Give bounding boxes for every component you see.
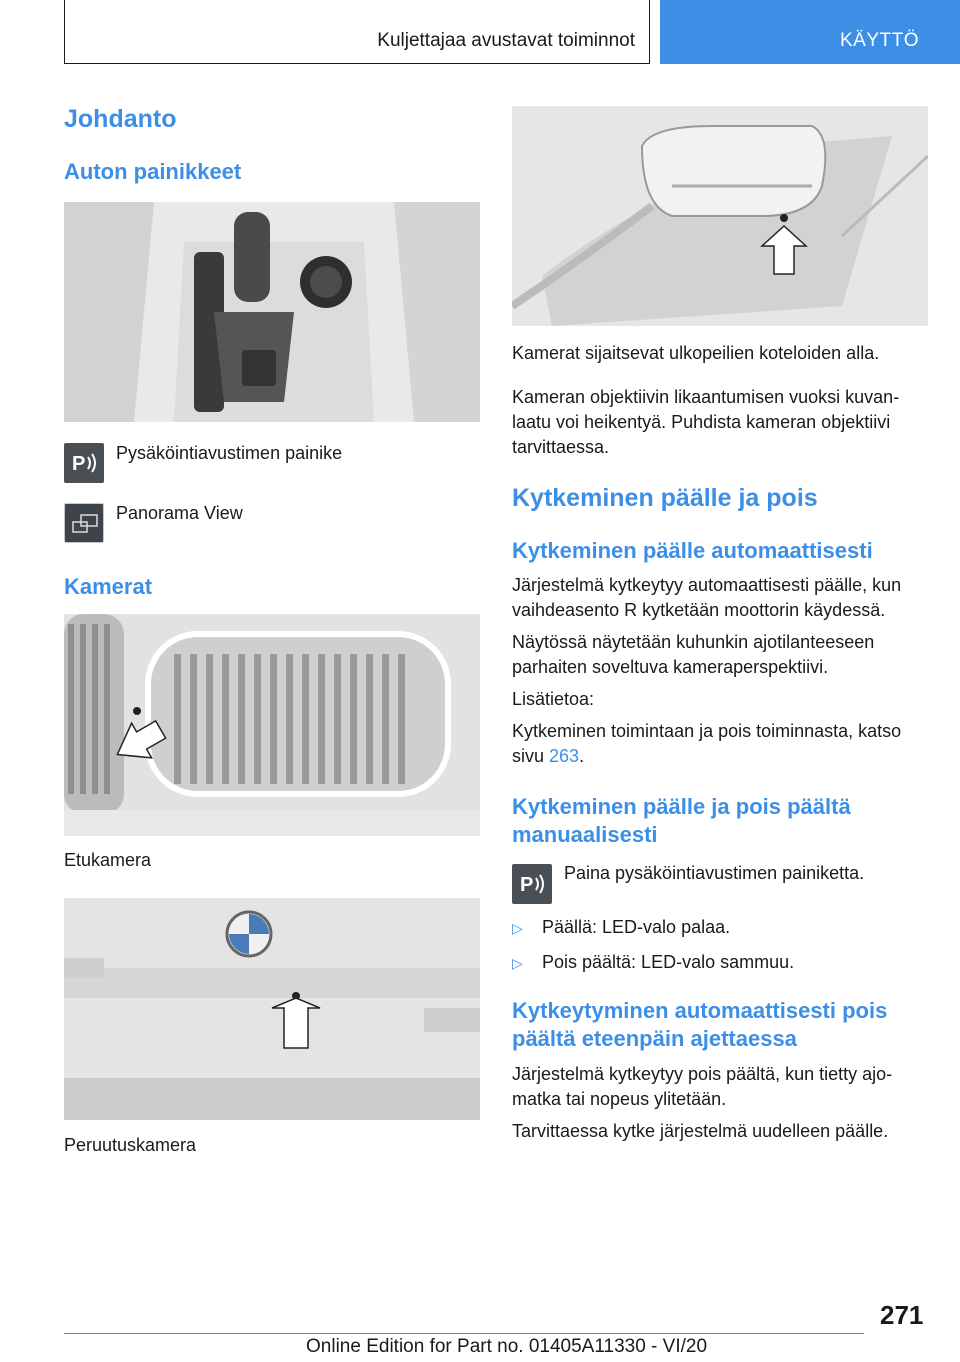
caption-mirror-camera: Kamerat sijaitsevat ulkopeilien koteloiden alla. — [512, 343, 880, 363]
parking-assist-icon — [64, 443, 104, 483]
bullet-triangle-icon: ▷ — [512, 920, 523, 936]
para-reference-end: . — [579, 746, 585, 766]
page-number: 271 — [880, 1300, 924, 1330]
bullet-led-on-text: Päällä: LED-valo palaa. — [542, 917, 731, 937]
para-reference-text: Kytkeminen toimintaan ja pois toiminnasta, katso sivu — [512, 721, 902, 766]
para-lens-dirt: Kameran objektiivin likaantumisen vuoksi kuvanlaatu voi heikentyä. Puhdista kameran objektiivi tarvittaessa. — [512, 387, 900, 457]
header-section-title: Kuljettajaa avustavat toiminnot — [377, 30, 635, 51]
header-chapter-title: KÄYTTÖ — [840, 30, 920, 51]
front-camera-photo — [64, 614, 480, 836]
parking-assist-icon — [512, 864, 552, 904]
heading-intro: Johdanto — [64, 105, 177, 133]
footer-edition: Online Edition for Part no. 01405A11330 - VI/20 — [306, 1336, 708, 1357]
mirror-camera-photo — [512, 106, 928, 326]
icon-label-parking: Pysäköintiavustimen painike — [116, 443, 343, 463]
heading-car-buttons: Auton painikkeet — [64, 159, 242, 184]
caption-front-camera: Etukamera — [64, 850, 152, 870]
header-section-box — [64, 0, 650, 64]
header-chapter-tab — [660, 0, 960, 64]
svg-text:P: P — [520, 874, 534, 896]
caption-rear-camera: Peruutuskamera — [64, 1135, 197, 1155]
console-photo — [64, 202, 480, 422]
heading-manual-on-off: Kytkeminen päälle ja pois päältä manuaalisesti — [512, 794, 851, 847]
para-press-button: Paina pysäköintiavustimen painiketta. — [564, 863, 865, 883]
para-display-perspective: Näytössä näytetään kuhunkin ajotilanteeseen parhaiten soveltuva kameraperspektiivi. — [512, 632, 875, 677]
heading-cameras: Kamerat — [64, 574, 153, 599]
bullet-triangle-icon: ▷ — [512, 955, 523, 971]
page-reference-link[interactable]: 263 — [549, 746, 580, 766]
para-more-info: Lisätietoa: — [512, 689, 595, 709]
heading-auto-off: Kytkeytyminen automaattisesti pois päältä eteenpäin ajettaessa — [512, 998, 888, 1051]
para-switch-again: Tarvittaessa kytke järjestelmä uudelleen päälle. — [512, 1121, 889, 1141]
footer-divider — [64, 1333, 864, 1334]
heading-on-off: Kytkeminen päälle ja pois — [512, 484, 818, 512]
panorama-view-icon — [64, 503, 104, 543]
para-reference — [512, 719, 930, 769]
rear-camera-photo — [64, 898, 480, 1120]
para-auto-on: Järjestelmä kytkeytyy automaattisesti päälle, kun vaihdeasento R kytketään moottorin käydessä. — [512, 575, 902, 620]
bullet-led-off-text: Pois päältä: LED-valo sammuu. — [542, 952, 795, 972]
para-auto-off: Järjestelmä kytkeytyy pois päältä, kun tietty ajomatka tai nopeus ylitetään. — [512, 1064, 893, 1109]
svg-text:P: P — [72, 453, 86, 475]
icon-label-panorama: Panorama View — [116, 503, 243, 523]
heading-auto-on: Kytkeminen päälle automaattisesti — [512, 538, 873, 563]
